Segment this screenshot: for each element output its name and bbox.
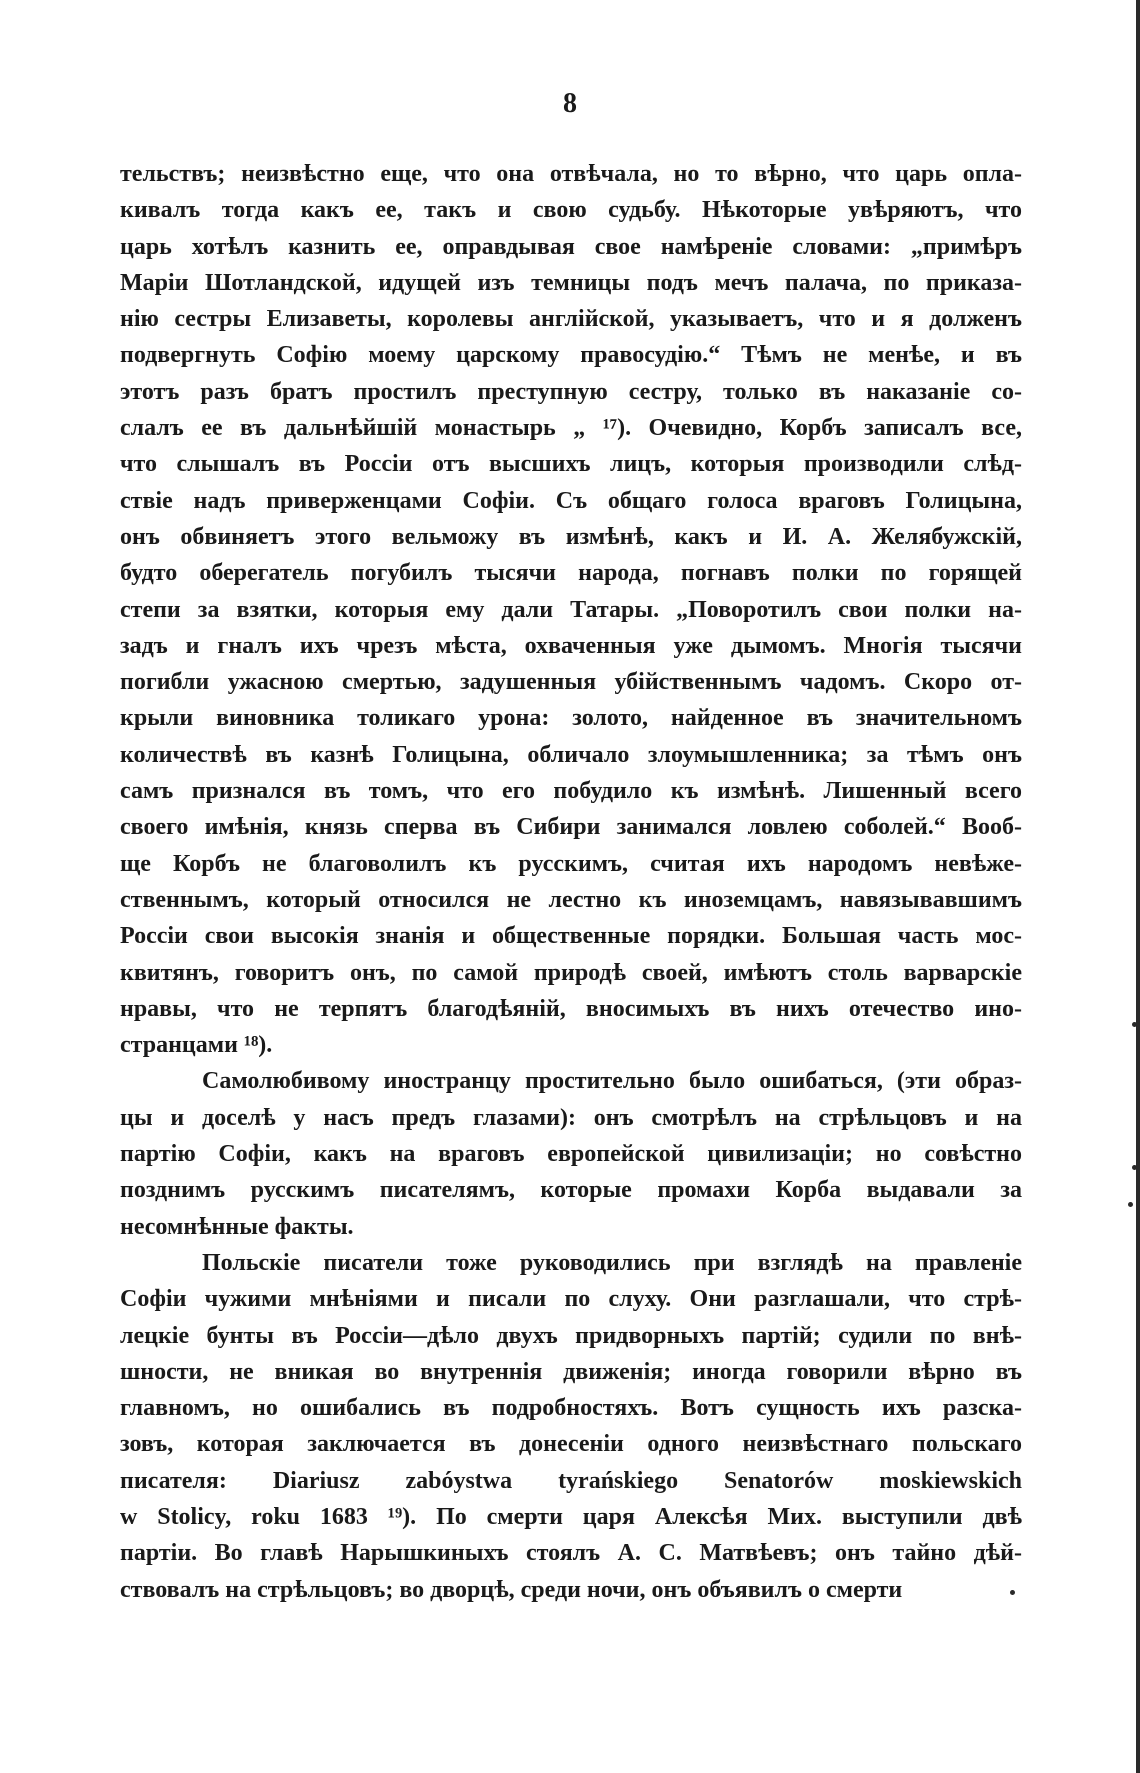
text-line: своего имѣнія, князь сперва въ Сибири занимался ловлею соболей.“ Вооб- bbox=[120, 814, 1022, 841]
edge-speck bbox=[1132, 1165, 1137, 1170]
text-line: ствіе надъ приверженцами Софіи. Съ общаго голоса враговъ Голицына, bbox=[120, 487, 1022, 514]
text-line: кивалъ тогда какъ ее, такъ и свою судьбу. Нѣкоторые увѣряютъ, что bbox=[120, 197, 1022, 224]
page-number: 8 bbox=[563, 88, 577, 119]
text-line: партіи. Во главѣ Нарышкиныхъ стоялъ А. С. Матвѣевъ; онъ тайно дѣй- bbox=[120, 1540, 1022, 1567]
text-line: царь хотѣлъ казнить ее, оправдывая свое намѣреніе словами: „примѣръ bbox=[120, 233, 1022, 260]
text-line: Маріи Шотландской, идущей изъ темницы подъ мечъ палача, по приказа- bbox=[120, 269, 1022, 296]
text-line: погибли ужасною смертью, задушенныя убійственнымъ чадомъ. Скоро от- bbox=[120, 669, 1022, 696]
text-line: слалъ ее въ дальнѣйшій монастырь „ ¹⁷). Очевидно, Корбъ записалъ все, bbox=[120, 415, 1022, 442]
text-line: цы и доселѣ у насъ предъ глазами): онъ смотрѣлъ на стрѣльцовъ и на bbox=[120, 1104, 1022, 1131]
text-line: главномъ, но ошибались въ подробностяхъ. Вотъ сущность ихъ разска- bbox=[120, 1395, 1022, 1422]
text-line: нію сестры Елизаветы, королевы англійской, указываетъ, что и я долженъ bbox=[120, 306, 1022, 333]
text-line: будто оберегатель погубилъ тысячи народа, погнавъ полки по горящей bbox=[120, 560, 1022, 587]
text-line: w Stolicy, roku 1683 ¹⁹). По смерти царя Алексѣя Мих. выступили двѣ bbox=[120, 1503, 1022, 1530]
body-text bbox=[120, 156, 1022, 1608]
text-line: количествѣ въ казнѣ Голицына, обличало злоумышленника; за тѣмъ онъ bbox=[120, 741, 1022, 768]
text-line: ствовалъ на стрѣльцовъ; во дворцѣ, среди ночи, онъ объявилъ о смерти bbox=[120, 1576, 903, 1603]
text-line-paragraph-end: несомнѣнные факты. bbox=[120, 1213, 354, 1240]
text-line: тельствъ; неизвѣстно еще, что она отвѣчала, но то вѣрно, что царь опла- bbox=[120, 161, 1022, 187]
text-line: этотъ разъ братъ простилъ преступную сестру, только въ наказаніе со- bbox=[120, 378, 1022, 405]
text-line: писателя: Diariusz zabóystwa tyrańskiego Senatorów moskiewskich bbox=[120, 1467, 1022, 1494]
text-line: шности, не вникая во внутреннія движенія; иногда говорили вѣрно въ bbox=[120, 1358, 1022, 1385]
text-line: задъ и гналъ ихъ чрезъ мѣста, охваченныя уже дымомъ. Многія тысячи bbox=[120, 632, 1022, 659]
text-line-paragraph-end: странцами ¹⁸). bbox=[120, 1032, 273, 1059]
text-line: лецкіе бунты въ Россіи—дѣло двухъ придворныхъ партій; судили по внѣ- bbox=[120, 1322, 1022, 1349]
edge-speck bbox=[1128, 1202, 1133, 1207]
text-line: самъ признался въ томъ, что его побудило къ измѣнѣ. Лишенный всего bbox=[120, 778, 1022, 805]
page-edge-shadow bbox=[1136, 0, 1140, 1773]
text-line: нравы, что не терпятъ благодѣяній, вносимыхъ въ нихъ отечество ино- bbox=[120, 995, 1022, 1022]
text-line-paragraph-start: Самолюбивому иностранцу простительно было ошибаться, (эти образ- bbox=[202, 1068, 1022, 1095]
text-line: партію Софіи, какъ на враговъ европейской цивилизаціи; но совѣстно bbox=[120, 1141, 1022, 1168]
text-line: степи за взятки, которыя ему дали Татары. „Поворотилъ свои полки на- bbox=[120, 596, 1022, 623]
text-line: подвергнуть Софію моему царскому правосудію.“ Тѣмъ не менѣе, и въ bbox=[120, 342, 1022, 369]
text-line: ственнымъ, который относился не лестно къ иноземцамъ, навязывавшимъ bbox=[120, 886, 1022, 913]
text-line: крыли виновника толикаго урона: золото, найденное въ значительномъ bbox=[120, 705, 1022, 732]
text-line: Софіи чужими мнѣніями и писали по слуху. Они разглашали, что стрѣ- bbox=[120, 1286, 1022, 1313]
text-line: что слышалъ въ Россіи отъ высшихъ лицъ, которыя производили слѣд- bbox=[120, 451, 1022, 478]
text-line: квитянъ, говоритъ онъ, по самой природѣ своей, имѣютъ столь варварскіе bbox=[120, 959, 1022, 986]
text-line: онъ обвиняетъ этого вельможу въ измѣнѣ, какъ и И. А. Желябужскій, bbox=[120, 523, 1022, 550]
text-line: позднимъ русскимъ писателямъ, которые промахи Корба выдавали за bbox=[120, 1177, 1022, 1204]
text-line-paragraph-start: Польскіе писатели тоже руководились при взглядѣ на правленіе bbox=[202, 1249, 1022, 1276]
text-line: Россіи свои высокія знанія и общественные порядки. Большая часть мос- bbox=[120, 923, 1022, 950]
edge-speck bbox=[1132, 1022, 1137, 1027]
text-line: ще Корбъ не благоволилъ къ русскимъ, считая ихъ народомъ невѣже- bbox=[120, 850, 1022, 877]
text-line: зовъ, которая заключается въ донесеніи одного неизвѣстнаго польскаго bbox=[120, 1431, 1022, 1458]
